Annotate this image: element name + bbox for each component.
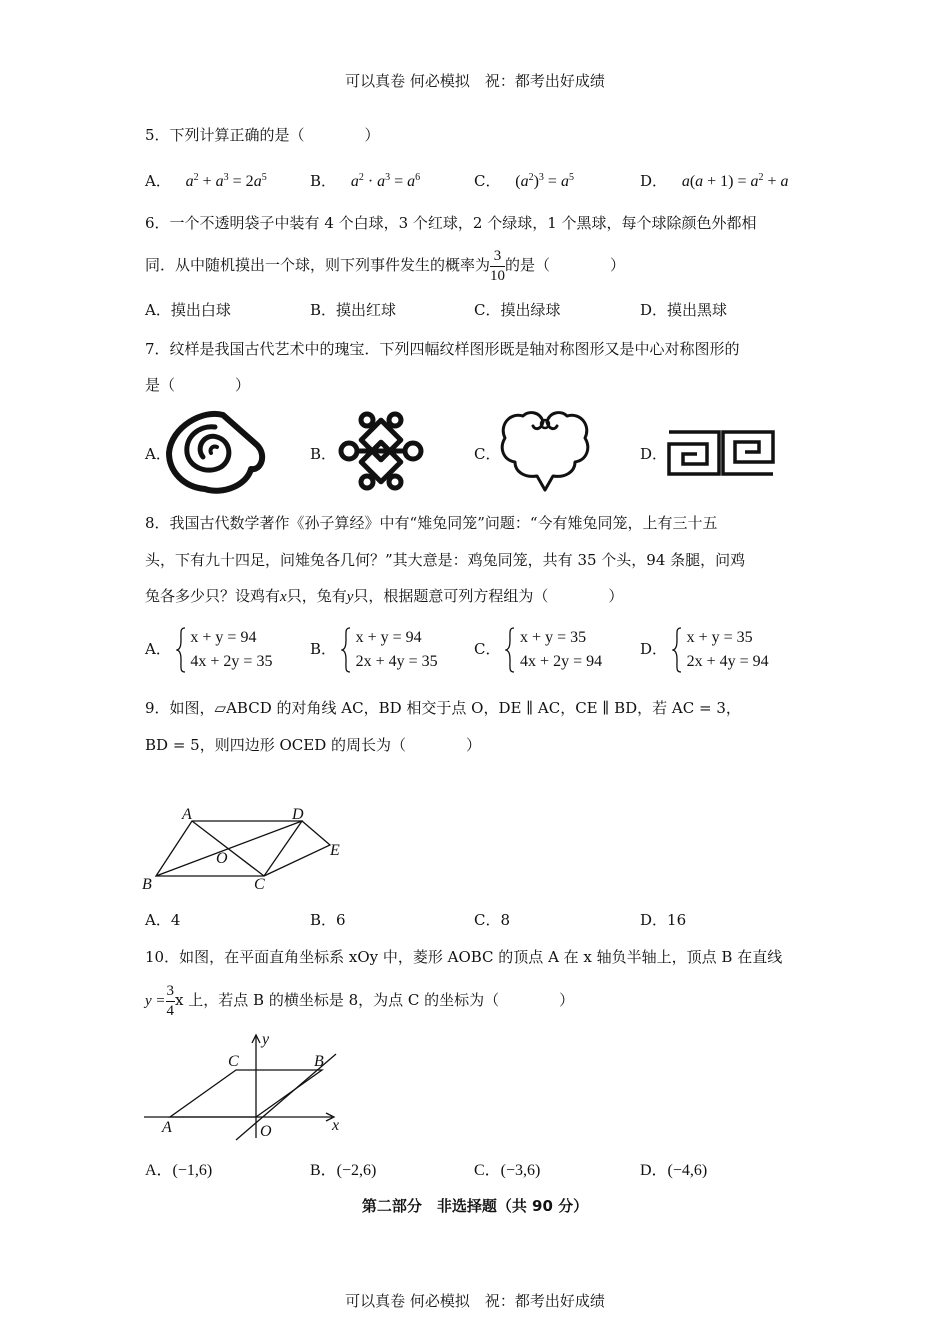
q7-pattern-d-icon <box>667 430 775 476</box>
q8-system-a-eq1: x + y = 94 <box>190 629 257 646</box>
q7-option-b-label: B． <box>310 445 337 463</box>
q10-label-a: A <box>162 1119 172 1136</box>
q8-system-a-eq2: 4x + 2y = 35 <box>190 653 273 670</box>
q8-line3-b: 只，兔有 <box>286 587 347 605</box>
q5-option-c <box>474 170 574 191</box>
q5-option-a-expr: $a^2 + a^3 = 2a^5$ <box>185 172 267 190</box>
q9-label-a: A <box>182 806 192 823</box>
q6-option-b: B．摸出红球 <box>310 301 397 319</box>
q6-option-a: A．摸出白球 <box>145 301 231 319</box>
q8-line3 <box>145 585 623 606</box>
q7-line2: 是（ ） <box>145 376 251 394</box>
q7-pattern-c-icon <box>497 408 593 492</box>
q10-line2-pre: y = <box>145 993 166 1009</box>
q8-system-b-eq1: x + y = 94 <box>355 629 422 646</box>
q7-pattern-a-icon <box>165 405 267 497</box>
q9-label-e: E <box>330 842 340 859</box>
q5-option-b-label: B． <box>310 172 337 190</box>
q8-option-b-label: B． <box>310 640 337 658</box>
q5-option-d-label: D． <box>640 172 668 190</box>
q7-option-a-label: A． <box>145 445 171 463</box>
section-2-title: 第二部分 非选择题（共 90 分） <box>361 1197 589 1215</box>
q6-line2-post: 的是（ ） <box>505 256 626 274</box>
q7-pattern-b-icon <box>335 408 427 494</box>
q8-line1: 8．我国古代数学著作《孙子算经》中有“雉兔同笼”问题：“今有雉兔同笼，上有三十五 <box>145 514 718 532</box>
q10-label-o: O <box>260 1123 272 1140</box>
q8-option-d <box>640 624 769 674</box>
page-footer: 可以真卷 何必模拟 祝：都考出好成绩 <box>345 1292 605 1310</box>
q8-system-d-eq2: 2x + 4y = 94 <box>686 653 769 670</box>
q8-var-x: x <box>280 589 287 605</box>
q8-system-c-eq1: x + y = 35 <box>520 629 587 646</box>
q6-fraction-num: 3 <box>490 249 505 267</box>
q8-system-a <box>190 626 272 674</box>
q6-fraction-den: 10 <box>490 267 506 284</box>
q7-line1: 7．纹样是我国古代艺术中的瑰宝．下列四幅纹样图形既是轴对称图形又是中心对称图形的 <box>145 340 740 358</box>
q10-label-b: B <box>314 1053 324 1070</box>
q8-line2: 头，下有九十四足，问雉兔各几何？”其大意是：鸡兔同笼，共有 35 个头，94 条腿，问鸡 <box>145 551 746 569</box>
q5-stem: 5．下列计算正确的是（ ） <box>145 126 380 144</box>
q10-label-y: y <box>262 1031 270 1048</box>
q10-line1: 10．如图，在平面直角坐标系 xOy 中，菱形 AOBC 的顶点 A 在 x 轴负半轴上，顶点 B 在直线 <box>145 948 783 966</box>
q6-line1: 6．一个不透明袋子中装有 4 个白球，3 个红球，2 个绿球，1 个黑球，每个球除颜色外都相 <box>145 214 757 232</box>
q8-brace-a-icon <box>176 626 186 674</box>
q8-option-d-label: D． <box>640 640 668 658</box>
q8-option-a <box>145 624 272 674</box>
q8-system-c <box>520 626 602 674</box>
q10-option-a: A．(−1,6) <box>145 1162 213 1179</box>
q9-label-o: O <box>216 850 228 867</box>
q6-line2-pre: 同．从中随机摸出一个球，则下列事件发生的概率为 <box>145 256 491 274</box>
q8-brace-d-icon <box>672 626 682 674</box>
q6-option-c: C．摸出绿球 <box>474 301 561 319</box>
q8-system-d-eq1: x + y = 35 <box>686 629 753 646</box>
q8-option-c <box>474 624 602 674</box>
q8-var-y: y <box>346 589 354 605</box>
q9-line1: 9．如图，▱ABCD 的对角线 AC，BD 相交于点 O，DE ∥ AC，CE ∥ BD，若 AC = 3， <box>145 699 741 717</box>
q5-option-c-expr: $(a^2)^3 = a^5$ <box>515 172 574 190</box>
q5-option-d-expr: $a(a + 1) = a^2 + a$ <box>681 172 789 190</box>
q5-option-b-expr: $a^2 \cdot a^3 = a^6$ <box>350 172 421 190</box>
q8-brace-b-icon <box>341 626 351 674</box>
q10-figure <box>140 1030 345 1145</box>
q8-line3-c: 只，根据题意可列方程组为（ ） <box>353 587 624 605</box>
q10-option-d: D．(−4,6) <box>640 1162 708 1179</box>
q10-option-c: C．(−3,6) <box>474 1162 541 1179</box>
q10-label-c: C <box>228 1053 239 1070</box>
q10-rhombus <box>170 1070 322 1117</box>
q8-option-a-label: A． <box>145 640 171 658</box>
q5-option-c-label: C． <box>474 172 501 190</box>
q6-line2 <box>145 245 625 285</box>
q9-line2: BD = 5，则四边形 OCED 的周长为（ ） <box>145 736 481 754</box>
q8-brace-c-icon <box>505 626 515 674</box>
q8-system-b <box>356 626 438 674</box>
q9-figure <box>140 800 350 892</box>
q9-option-d: D．16 <box>640 911 687 929</box>
q8-system-b-eq2: 2x + 4y = 35 <box>355 653 438 670</box>
q10-fraction-den: 4 <box>166 1002 175 1019</box>
q6-option-d: D．摸出黑球 <box>640 301 728 319</box>
q8-option-b <box>310 624 438 674</box>
q6-fraction <box>490 249 505 284</box>
q9-label-d: D <box>292 806 304 823</box>
q5-option-a <box>145 170 267 191</box>
q10-fraction <box>166 984 176 1019</box>
q5-option-d <box>640 170 789 191</box>
q10-label-x: x <box>332 1117 340 1134</box>
q9-option-a: A．4 <box>145 911 181 929</box>
q8-line3-a: 兔各多少只？设鸡有 <box>145 587 281 605</box>
q10-fraction-num: 3 <box>166 984 176 1002</box>
q7-option-c-label: C． <box>474 445 501 463</box>
q8-system-d <box>687 626 769 674</box>
q5-option-b <box>310 170 420 191</box>
q8-system-c-eq2: 4x + 2y = 94 <box>520 653 603 670</box>
q10-line2-post: x 上，若点 B 的横坐标是 8，为点 C 的坐标为（ ） <box>175 991 575 1009</box>
q9-label-b: B <box>142 876 152 892</box>
q9-label-c: C <box>254 876 265 892</box>
q5-option-a-label: A． <box>145 172 171 190</box>
q9-option-c: C．8 <box>474 911 511 929</box>
page-header: 可以真卷 何必模拟 祝：都考出好成绩 <box>345 72 605 90</box>
q10-option-b: B．(−2,6) <box>310 1162 377 1179</box>
q9-option-b: B．6 <box>310 911 346 929</box>
q8-option-c-label: C． <box>474 640 501 658</box>
q7-option-d-label: D． <box>640 445 668 463</box>
q10-line2 <box>145 979 574 1021</box>
